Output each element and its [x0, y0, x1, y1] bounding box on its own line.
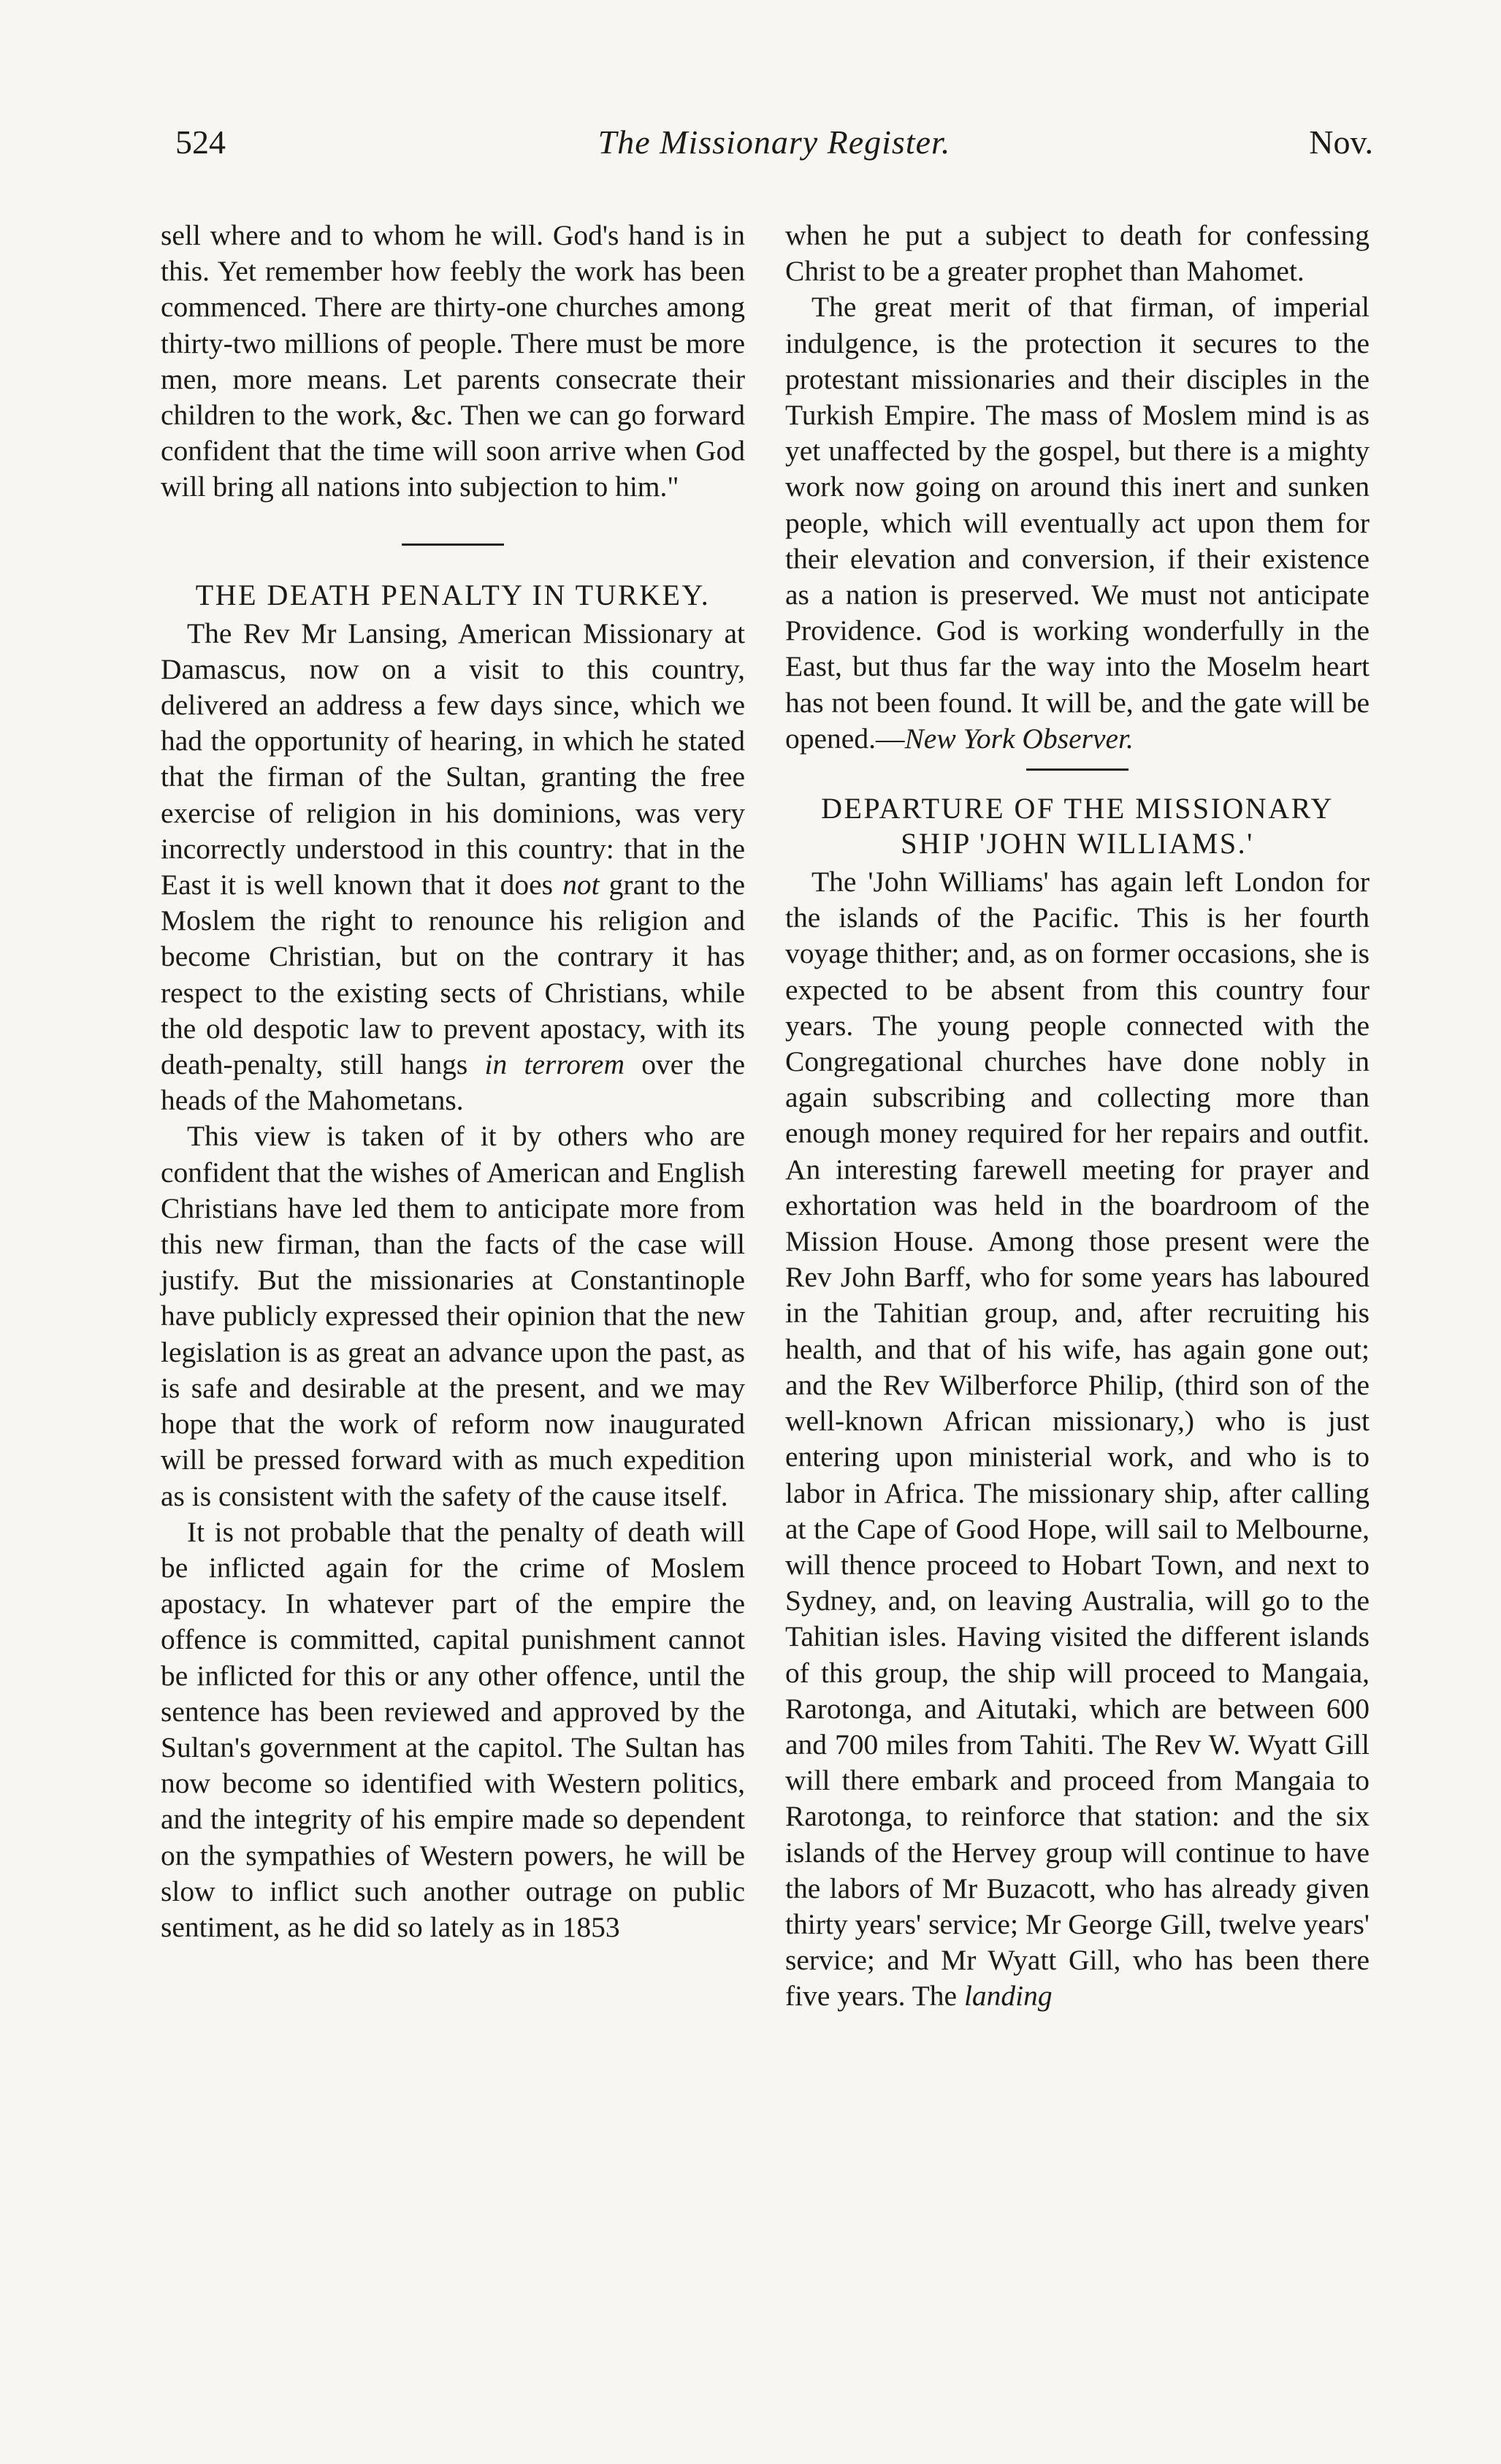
continued-paragraph: when he put a subject to death for confessing Christ to be a greater prophet than Mahomet. [785, 219, 1370, 288]
article-paragraph: The Rev Mr Lansing, American Missionary at Damascus, now on a visit to this country, delivered an address a few days since, which we had the opportunity of hearing, in which he stated that the firman of the Sultan, granting the free exercise of religion in his dominions, was very incorrectly understood in this country: that in the East it is well known that it does not grant to the Moslem the right to renounce his religion and become Christian, but on the contrary it has respect to the existing sects of Christians, while the old despotic law to prevent apostacy, with its death-penalty, still hangs in terrorem over the heads of the Mahometans. [161, 617, 745, 1117]
journal-title: The Missionary Register. [597, 123, 951, 161]
article-title-john-williams: DEPARTURE OF THE MISSIONARY SHIP 'JOHN WILLIAMS.' [821, 792, 1334, 861]
right-column [785, 218, 1370, 2380]
article-paragraph: The 'John Williams' has again left London for the islands of the Pacific. This is her fourth voyage thither; and, as on former occasions, she is expected to be absent from this country four years. The young people connected with the Congregational churches have done nobly in again subscribing and collecting more than enough money required for her repairs and outfit. An interesting farewell meeting for prayer and exhortation was held in the boardroom of the Mission House. Among those present were the Rev John Barff, who for some years has laboured in the Tahitian group, and, after recruiting his health, and that of his wife, has again gone out; and the Rev Wilberforce Philip, (third son of the well-known African missionary,) who is just entering upon ministerial work, and who is to labor in Africa. The missionary ship, after calling at the Cape of Good Hope, will sail to Melbourne, will thence proceed to Hobart Town, and next to Sydney, and, on leaving Australia, will go to the Tahitian isles. Having visited the different islands of this group, the ship will proceed to Mangaia, Rarotonga, and Aitutaki, which are between 600 and 700 miles from Tahiti. The Rev W. Wyatt Gill will there embark and proceed from Mangaia to Rarotonga, to reinforce that station: and the six islands of the Hervey group will continue to have the labors of Mr Buzacott, who has already given thirty years' service; Mr George Gill, twelve years' service; and Mr Wyatt Gill, who has been there five years. The landing [785, 866, 1370, 2013]
issue-month: Nov. [1309, 123, 1373, 161]
article-paragraph: This view is taken of it by others who are confident that the wishes of American and English Christians have led them to anticipate more from this new firman, than the facts of the case will justify. But the missionaries at Constantinople have publicly expressed their opinion that the new legislation is as great an advance upon the past, as is safe and desirable at the present, and we may hope that the work of reform now inaugurated will be pressed forward with as much expedition as is consistent with the safety of the cause itself. [161, 1120, 745, 1512]
article-title-death-penalty: THE DEATH PENALTY IN TURKEY. [195, 578, 711, 611]
running-header [175, 123, 1373, 181]
source-citation: New York Observer. [904, 722, 1134, 755]
section-divider [402, 543, 504, 546]
continued-paragraph: sell where and to whom he will. God's hand is in this. Yet remember how feebly the work has been commenced. There are thirty-one churches among thirty-two millions of people. There must be more men, more means. Let parents consecrate their children to the work, &c. Then we can go forward confident that the time will soon arrive when God will bring all nations into subjection to him." [161, 219, 745, 503]
article-paragraph: It is not probable that the penalty of death will be inflicted again for the crime of Moslem apostacy. In whatever part of the empire the offence is committed, capital punishment cannot be inflicted for this or any other offence, until the sentence has been reviewed and approved by the Sultan's government at the capitol. The Sultan has now become so identified with Western politics, and the integrity of his empire made so dependent on the sympathies of Western powers, he will be slow to inflict such another outrage on public sentiment, as he did so lately as in 1853 [161, 1515, 745, 1943]
page-number: 524 [175, 123, 226, 161]
left-column [161, 218, 745, 2380]
article-paragraph: The great merit of that firman, of imperial indulgence, is the protection it secures to the protestant missionaries and their disciples in the Turkish Empire. The mass of Moslem mind is as yet unaffected by the gospel, but there is a mighty work now going on around this inert and sunken people, which will eventually act upon them for their elevation and conversion, if their existence as a nation is preserved. We must not anticipate Providence. God is working wonderfully in the East, but thus far the way into the Moselm heart has not been found. It will be, and the gate will be opened.—New York Observer. [785, 291, 1370, 755]
section-divider [1026, 768, 1128, 771]
